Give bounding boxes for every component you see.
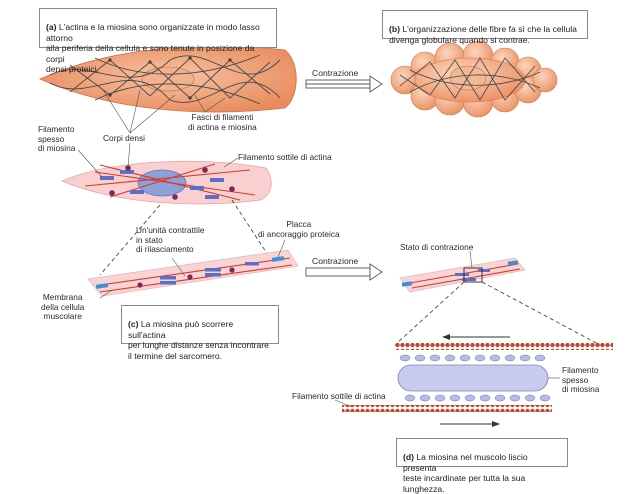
label-thin-filament-bottom: Filamento sottile di actina (292, 391, 386, 401)
actin-filament-top (395, 343, 613, 350)
label-thick-filament-top: Filamento spesso di miosina (38, 124, 76, 154)
label-contractile-unit: Un'unità contrattile in stato di rilasciamento (136, 225, 205, 255)
label-dense-bodies: Corpi densi (103, 133, 145, 143)
zoom-lines-right (395, 282, 600, 345)
caption-d-tag: (d) (403, 452, 414, 463)
caption-c (121, 305, 279, 361)
actin-filament-bottom (342, 405, 552, 412)
caption-c-text: La miosina può scorrere sull'actina per lunghe distanze senza incontrare il termine del sarcomero. (128, 319, 269, 361)
label-thin-filament-top: Filamento sottile di actina (238, 152, 332, 162)
contractile-unit-contracted (400, 258, 525, 292)
label-membrane: Membrana della cellula muscolare (41, 292, 85, 322)
contracted-cell (391, 41, 557, 117)
caption-d (396, 438, 568, 494)
caption-d-text: La miosina nel muscolo liscio presenta teste incardinate per tutta la sua lunghezza. (403, 452, 528, 494)
contraction-label-middle: Contrazione (312, 256, 359, 266)
caption-b-tag: (b) (389, 24, 400, 35)
caption-c-tag: (c) (128, 319, 139, 330)
relaxed-cell (40, 46, 296, 112)
myosin-thick-filament (398, 365, 548, 391)
contraction-label-top: Contrazione (312, 68, 359, 78)
caption-b (382, 10, 588, 45)
caption-b-text: L'organizzazione delle fibre fa sì che la cellula divenga globulare quando si contrae. (389, 24, 577, 45)
contractile-unit-relaxed (88, 250, 298, 296)
label-contraction-state: Stato di contrazione (400, 242, 474, 252)
label-thick-filament-bottom: Filamento spesso di miosina (562, 365, 600, 395)
caption-a-text: L'actina e la miosina sono organizzate in modo lasso attorno alla periferia della cellula e sono tenute in posizione da corpi densi proteici. (46, 22, 260, 75)
label-bundles: Fasci di filamenti di actina e miosina (188, 112, 257, 132)
caption-a (39, 8, 277, 75)
label-anchoring-plaque: Placca di ancoraggio proteica (258, 219, 340, 239)
caption-a-tag: (a) (46, 22, 57, 33)
